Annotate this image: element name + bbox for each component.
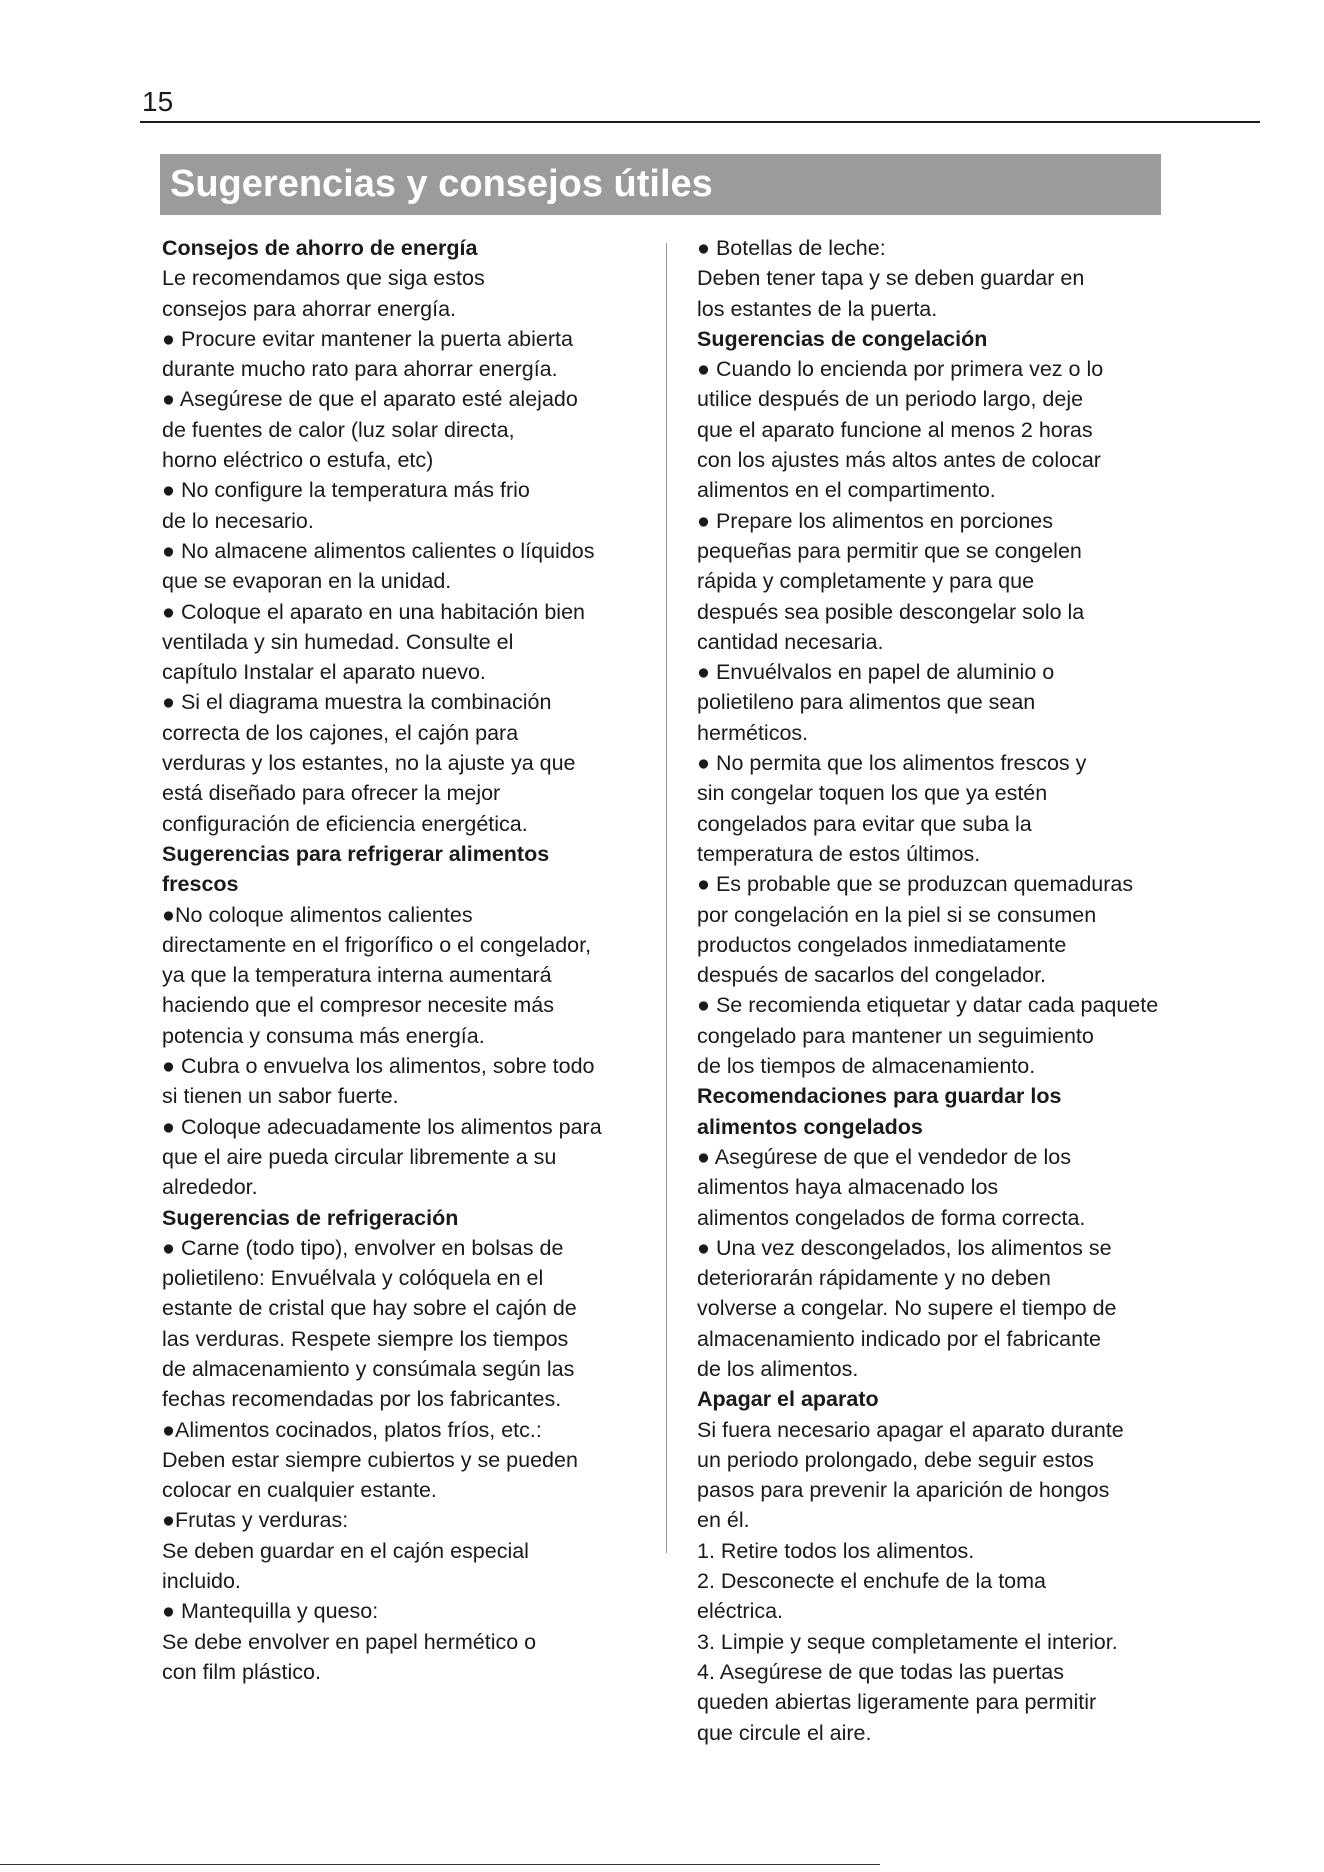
text-line: alimentos en el compartimento.: [697, 478, 996, 503]
text-line: ● Coloque adecuadamente los alimentos para: [162, 1114, 602, 1139]
text-line: ya que la temperatura interna aumentará: [162, 963, 552, 988]
text-line: que el aparato funcione al menos 2 horas: [697, 417, 1093, 442]
text-line: verduras y los estantes, no la ajuste ya que: [162, 751, 576, 776]
text-line: directamente en el frigorífico o el congelador,: [162, 932, 592, 957]
text-line: de lo necesario.: [162, 508, 314, 533]
text-line: Deben estar siempre cubiertos y se pueden: [162, 1447, 578, 1472]
text-line: colocar en cualquier estante.: [162, 1478, 437, 1503]
text-line: 3. Limpie y seque completamente el interior.: [697, 1629, 1118, 1654]
text-line: estante de cristal que hay sobre el cajón de: [162, 1296, 577, 1321]
text-line: eléctrica.: [697, 1599, 784, 1624]
text-line: incluido.: [162, 1569, 241, 1594]
section-heading: Consejos de ahorro de energía: [162, 236, 478, 260]
text-line: alimentos congelados de forma correcta.: [697, 1205, 1086, 1230]
text-line: ● Una vez descongelados, los alimentos se: [697, 1235, 1112, 1260]
text-line: correcta de los cajones, el cajón para: [162, 720, 519, 745]
section-heading: Sugerencias para refrigerar alimentos: [162, 841, 550, 866]
text-line: que el aire pueda circular libremente a su: [162, 1144, 557, 1169]
text-line: polietileno: Envuélvala y colóquela en el: [162, 1266, 544, 1291]
section-heading: Apagar el aparato: [697, 1387, 879, 1412]
text-line: de los alimentos.: [697, 1356, 859, 1381]
text-line: ● Envuélvalos en papel de aluminio o: [697, 660, 1055, 685]
text-line: ●Frutas y verduras:: [162, 1508, 349, 1533]
text-line: está diseñado para ofrecer la mejor: [162, 781, 501, 806]
text-line: que circule el aire.: [697, 1720, 872, 1745]
text-line: Le recomendamos que siga estos: [162, 266, 485, 291]
text-line: si tienen un sabor fuerte.: [162, 1084, 399, 1109]
text-line: temperatura de estos últimos.: [697, 841, 981, 866]
right-column: [697, 233, 1227, 1748]
text-line: con film plástico.: [162, 1659, 321, 1684]
text-line: de almacenamiento y consúmala según las: [162, 1356, 575, 1381]
text-line: durante mucho rato para ahorrar energía.: [162, 357, 558, 382]
text-line: utilice después de un periodo largo, deje: [697, 387, 1084, 412]
text-line: ● Asegúrese de que el aparato esté alejado: [162, 387, 578, 412]
section-heading: frescos: [162, 872, 239, 897]
text-line: sin congelar toquen los que ya estén: [697, 781, 1048, 806]
text-line: con los ajustes más altos antes de colocar: [697, 448, 1101, 473]
text-line: Se deben guardar en el cajón especial: [162, 1538, 529, 1563]
text-line: ● Botellas de leche:: [697, 236, 886, 260]
text-line: por congelación en la piel si se consumen: [697, 902, 1097, 927]
text-line: ventilada y sin humedad. Consulte el: [162, 629, 514, 654]
text-line: ● Prepare los alimentos en porciones: [697, 508, 1053, 533]
text-line: de fuentes de calor (luz solar directa,: [162, 417, 515, 442]
text-line: rápida y completamente y para que: [697, 569, 1035, 594]
text-line: ● Es probable que se produzcan quemaduras: [697, 872, 1134, 897]
text-line: cantidad necesaria.: [697, 629, 884, 654]
text-line: pasos para prevenir la aparición de hongos: [697, 1478, 1110, 1503]
text-line: alrededor.: [162, 1175, 258, 1200]
text-line: un periodo prolongado, debe seguir estos: [697, 1447, 1094, 1472]
text-line: haciendo que el compresor necesite más: [162, 993, 554, 1018]
section-heading: Sugerencias de congelación: [697, 326, 988, 351]
text-line: consejos para ahorrar energía.: [162, 296, 457, 321]
text-line: congelado para mantener un seguimiento: [697, 1023, 1094, 1048]
text-line: 1. Retire todos los alimentos.: [697, 1538, 975, 1563]
text-line: ● Se recomienda etiquetar y datar cada paquete: [697, 993, 1159, 1018]
text-line: ● Procure evitar mantener la puerta abierta: [162, 326, 573, 351]
text-line: pequeñas para permitir que se congelen: [697, 538, 1082, 563]
text-line: queden abiertas ligeramente para permitir: [697, 1690, 1097, 1715]
page-title: Sugerencias y consejos útiles: [170, 163, 713, 205]
text-line: las verduras. Respete siempre los tiempos: [162, 1326, 569, 1351]
text-line: capítulo Instalar el aparato nuevo.: [162, 660, 486, 685]
page-number: 15: [142, 86, 174, 117]
text-line: ● Cubra o envuelva los alimentos, sobre todo: [162, 1054, 595, 1079]
text-line: fechas recomendadas por los fabricantes.: [162, 1387, 562, 1412]
text-line: horno eléctrico o estufa, etc): [162, 448, 434, 473]
text-line: que se evaporan en la unidad.: [162, 569, 452, 594]
text-line: herméticos.: [697, 720, 809, 745]
text-line: ● Asegúrese de que el vendedor de los: [697, 1144, 1071, 1169]
text-line: potencia y consuma más energía.: [162, 1023, 485, 1048]
text-line: congelados para evitar que suba la: [697, 811, 1032, 836]
text-line: alimentos haya almacenado los: [697, 1175, 999, 1200]
bottom-rule: [0, 1864, 880, 1865]
text-line: ● No permita que los alimentos frescos y: [697, 751, 1087, 776]
text-line: de los tiempos de almacenamiento.: [697, 1054, 1036, 1079]
text-line: 4. Asegúrese de que todas las puertas: [697, 1659, 1064, 1684]
title-banner: [160, 154, 1161, 215]
text-line: los estantes de la puerta.: [697, 296, 938, 321]
section-heading: Recomendaciones para guardar los: [697, 1084, 1062, 1109]
text-line: 2. Desconecte el enchufe de la toma: [697, 1569, 1046, 1594]
text-line: configuración de eficiencia energética.: [162, 811, 528, 836]
text-line: después de sacarlos del congelador.: [697, 963, 1047, 988]
header-rule: [140, 121, 1260, 123]
text-line: ●Alimentos cocinados, platos fríos, etc.:: [162, 1417, 542, 1442]
text-line: Se debe envolver en papel hermético o: [162, 1629, 537, 1654]
text-line: polietileno para alimentos que sean: [697, 690, 1036, 715]
text-line: ● No almacene alimentos calientes o líquidos: [162, 538, 595, 563]
column-divider: [666, 243, 667, 1553]
text-line: volverse a congelar. No supere el tiempo de: [697, 1296, 1117, 1321]
section-heading: alimentos congelados: [697, 1114, 923, 1139]
text-line: ● Si el diagrama muestra la combinación: [162, 690, 552, 715]
text-line: productos congelados inmediatamente: [697, 932, 1067, 957]
section-heading: Sugerencias de refrigeración: [162, 1205, 459, 1230]
left-column: [162, 233, 662, 1687]
text-line: ●No coloque alimentos calientes: [162, 902, 473, 927]
text-line: deteriorarán rápidamente y no deben: [697, 1266, 1051, 1291]
text-line: Si fuera necesario apagar el aparato durante: [697, 1417, 1124, 1442]
text-line: en él.: [697, 1508, 750, 1533]
text-line: ● Cuando lo encienda por primera vez o lo: [697, 357, 1104, 382]
text-line: almacenamiento indicado por el fabricante: [697, 1326, 1101, 1351]
text-line: ● Coloque el aparato en una habitación bien: [162, 599, 585, 624]
text-line: ● No configure la temperatura más frio: [162, 478, 530, 503]
text-line: Deben tener tapa y se deben guardar en: [697, 266, 1085, 291]
text-line: ● Mantequilla y queso:: [162, 1599, 379, 1624]
text-line: después sea posible descongelar solo la: [697, 599, 1085, 624]
text-line: ● Carne (todo tipo), envolver en bolsas de: [162, 1235, 564, 1260]
